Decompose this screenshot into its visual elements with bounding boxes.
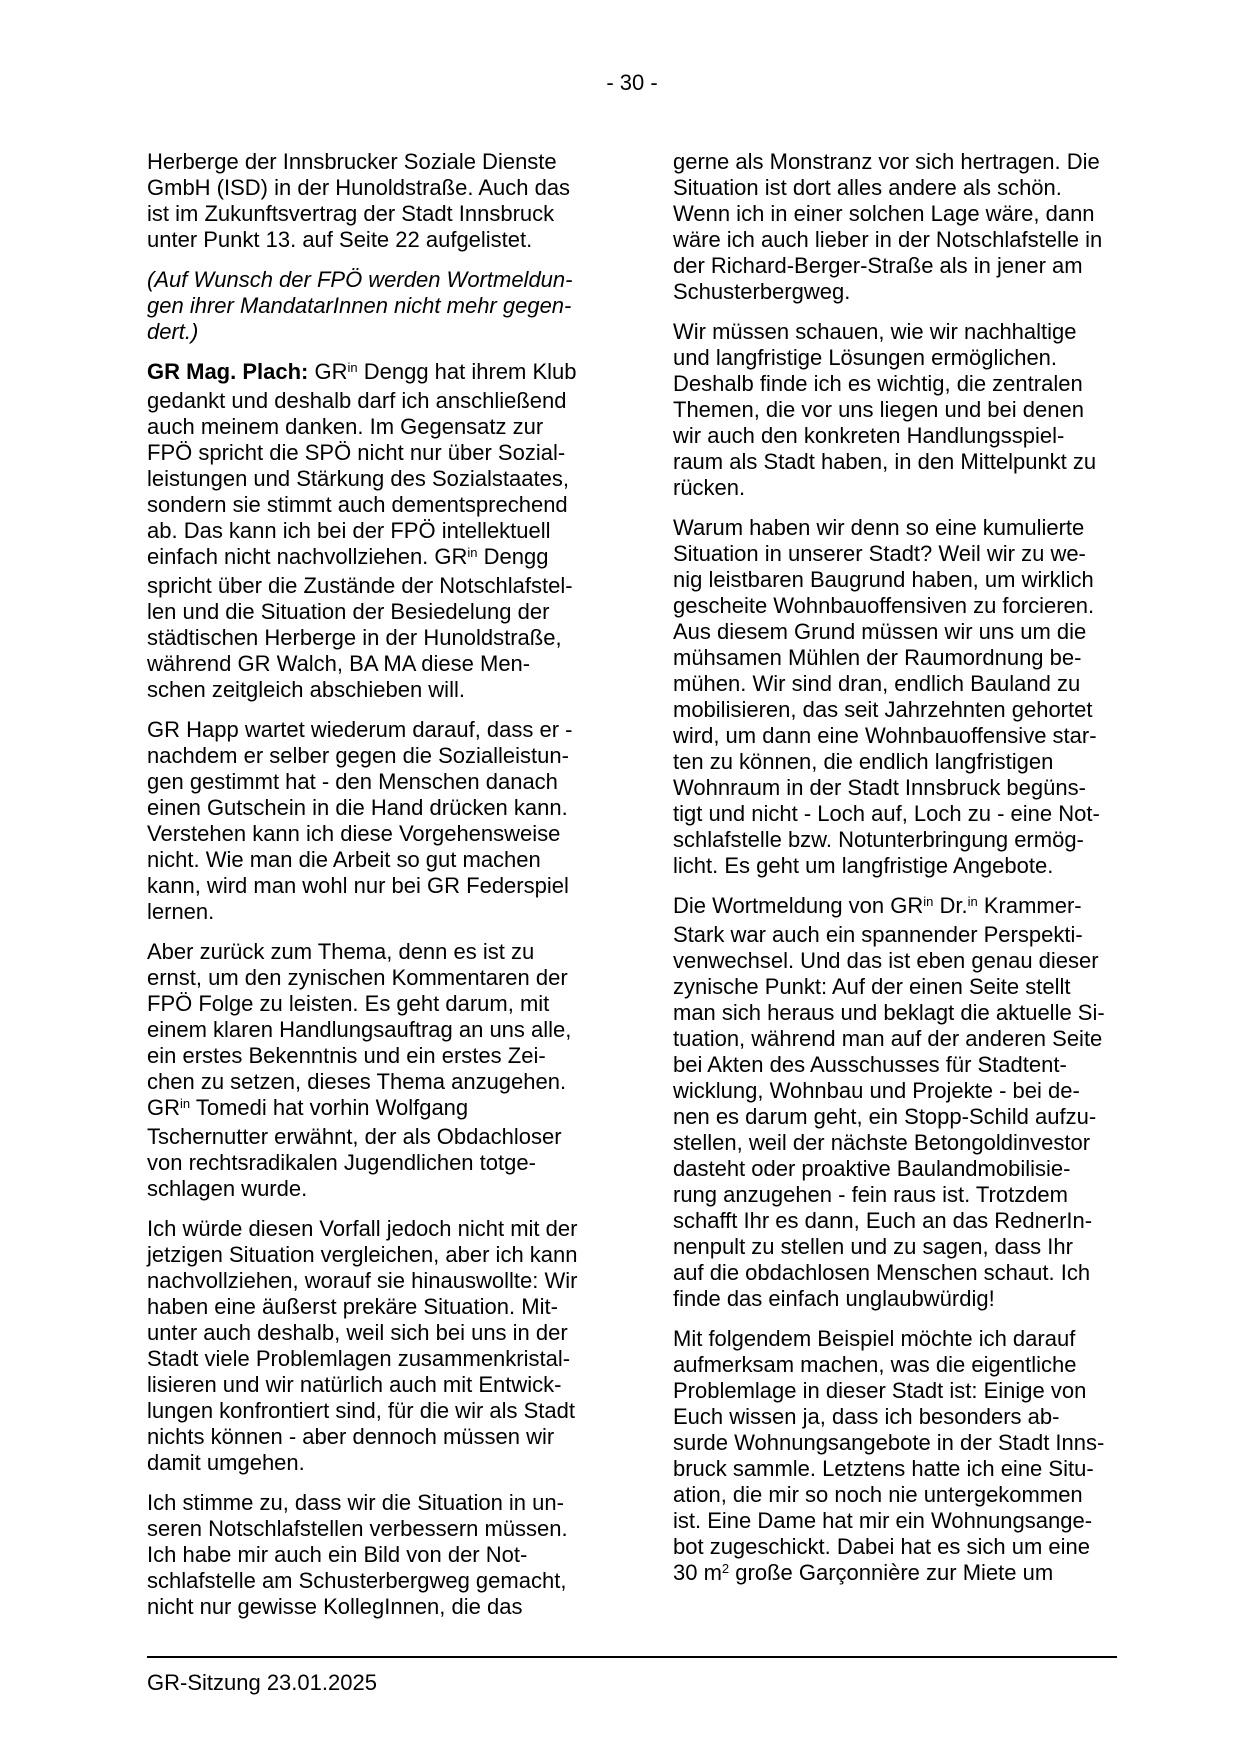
text-line [147, 1568, 591, 1594]
text-line [147, 1268, 591, 1294]
text-run: Themen, die vor uns liegen und bei denen [673, 397, 1084, 422]
text-line [673, 279, 1117, 305]
text-run: schlafstelle bzw. Notunterbringung ermög- [673, 827, 1084, 852]
paragraph [673, 1326, 1117, 1589]
text-run: zynische Punkt: Auf der einen Seite stellt [673, 974, 1071, 999]
text-line [673, 449, 1117, 475]
text-run: einen Gutschein in die Hand drücken kann. [147, 795, 568, 820]
text-run: von rechtsradikalen Jugendlichen totge- [147, 1150, 536, 1175]
text-line [673, 619, 1117, 645]
text-line [673, 723, 1117, 749]
text-run: chen zu setzen, dieses Thema anzugehen. [147, 1069, 567, 1094]
paragraph [147, 939, 591, 1202]
text-run: Situation ist dort alles andere als schön. [673, 175, 1062, 200]
text-run: raum als Stadt haben, in den Mittelpunkt zu [673, 449, 1097, 474]
text-run: licht. Es geht um langfristige Angebote. [673, 853, 1054, 878]
paragraph [147, 1490, 591, 1620]
text-line [147, 1150, 591, 1176]
superscript: in [467, 545, 478, 560]
text-line [147, 149, 591, 175]
text-run: unter auch deshalb, weil sich bei uns in der [147, 1320, 568, 1345]
text-run: tigt und nicht - Loch auf, Loch zu - eine Not- [673, 801, 1100, 826]
text-run: der Richard-Berger-Straße als in jener am [673, 253, 1083, 278]
text-line [673, 827, 1117, 853]
text-run: stellen, weil der nächste Betongoldinvestor [673, 1130, 1091, 1155]
text-run: unter Punkt 13. auf Seite 22 aufgelistet. [147, 227, 533, 252]
text-run: lisieren und wir natürlich auch mit Entwick- [147, 1372, 562, 1397]
text-line [147, 1398, 591, 1424]
text-line [147, 677, 591, 703]
text-run: Warum haben wir denn so eine kumulierte [673, 515, 1085, 540]
text-run: einfach nicht nachvollziehen. GR [147, 544, 468, 569]
text-run: einem klaren Handlungsauftrag an uns alle, [147, 1017, 572, 1042]
text-line [673, 227, 1117, 253]
text-run: venwechsel. Und das ist eben genau dieser [673, 948, 1099, 973]
text-run: schlafstelle am Schusterbergweg gemacht, [147, 1568, 567, 1593]
text-line [673, 515, 1117, 541]
page-content [147, 149, 1117, 1634]
text-run: 30 m [673, 1560, 722, 1585]
text-run: Tschernutter erwähnt, der als Obdachloser [147, 1124, 562, 1149]
text-line [147, 1069, 591, 1095]
text-line [147, 1176, 591, 1202]
text-run: gen ihrer MandatarInnen nicht mehr gegen- [147, 293, 572, 318]
text-run: ation, die mir so noch nie untergekommen [673, 1482, 1083, 1507]
text-line [147, 599, 591, 625]
text-line [147, 1516, 591, 1542]
text-line [147, 1043, 591, 1069]
text-line [147, 1095, 591, 1124]
text-line [147, 795, 591, 821]
text-line [673, 397, 1117, 423]
text-run: gerne als Monstranz vor sich hertragen. Die [673, 149, 1100, 174]
text-run: surde Wohnungsangebote in der Stadt Inns- [673, 1430, 1105, 1455]
text-run: Dengg hat ihrem Klub [357, 359, 577, 384]
text-line [673, 801, 1117, 827]
text-line [673, 475, 1117, 501]
text-line [673, 1508, 1117, 1534]
text-line [147, 651, 591, 677]
footer-divider [147, 1656, 1117, 1658]
editorial-note-paragraph [147, 267, 591, 345]
text-run: mühsamen Mühlen der Raumordnung be- [673, 645, 1082, 670]
text-run: Dr. [933, 893, 968, 918]
text-run: Krammer- [977, 893, 1082, 918]
text-run: FPÖ Folge zu leisten. Es geht darum, mit [147, 991, 550, 1016]
text-line [673, 201, 1117, 227]
text-run: gedankt und deshalb darf ich anschließend [147, 388, 567, 413]
text-run: Aber zurück zum Thema, denn es ist zu [147, 939, 535, 964]
right-column [673, 149, 1117, 1634]
superscript: in [347, 360, 358, 375]
text-line [147, 1320, 591, 1346]
text-run: wicklung, Wohnbau und Projekte - bei de- [673, 1078, 1080, 1103]
text-line [147, 743, 591, 769]
text-line [147, 965, 591, 991]
text-line [673, 1052, 1117, 1078]
text-run: ein erstes Bekenntnis und ein erstes Zei- [147, 1043, 546, 1068]
text-line [673, 775, 1117, 801]
text-run: damit umgehen. [147, 1450, 305, 1475]
text-run: Dengg [477, 544, 549, 569]
text-run: spricht über die Zustände der Notschlafstel- [147, 573, 573, 598]
text-run: Ich würde diesen Vorfall jedoch nicht mit der [147, 1216, 578, 1241]
text-line [673, 1560, 1117, 1589]
text-line [147, 1450, 591, 1476]
text-run: Situation in unserer Stadt? Weil wir zu we- [673, 541, 1086, 566]
text-line [673, 749, 1117, 775]
paragraph [673, 893, 1117, 1312]
text-run: lungen konfrontiert sind, für die wir als Stadt [147, 1398, 576, 1423]
text-run: auf die obdachlosen Menschen schaut. Ich [673, 1260, 1091, 1285]
text-run: Aus diesem Grund müssen wir uns um die [673, 619, 1087, 644]
text-run: dasteht oder proaktive Baulandmobilisie- [673, 1156, 1071, 1181]
text-run: wir auch den konkreten Handlungsspiel- [673, 423, 1065, 448]
text-run: Verstehen kann ich diese Vorgehensweise [147, 821, 561, 846]
text-run: aufmerksam machen, was die eigentliche [673, 1352, 1077, 1377]
text-run: ab. Das kann ich bei der FPÖ intellektuell [147, 518, 551, 543]
paragraph [147, 359, 591, 703]
text-run: dert.) [147, 319, 199, 344]
text-line [147, 625, 591, 651]
text-line [147, 544, 591, 573]
text-run: man sich heraus und beklagt die aktuelle Si- [673, 1000, 1105, 1025]
text-run: bot zugeschickt. Dabei hat es sich um eine [673, 1534, 1091, 1559]
text-run: bei Akten des Ausschusses für Stadtent- [673, 1052, 1067, 1077]
text-line [147, 1372, 591, 1398]
text-run: ten zu können, die endlich langfristigen [673, 749, 1054, 774]
text-line [147, 227, 591, 253]
text-line [673, 1404, 1117, 1430]
text-line [673, 1234, 1117, 1260]
text-line [147, 769, 591, 795]
text-line [673, 593, 1117, 619]
text-run: mobilisieren, das seit Jahrzehnten gehortet [673, 697, 1093, 722]
text-run: Deshalb finde ich es wichtig, die zentralen [673, 371, 1083, 396]
text-run: nichts können - aber dennoch müssen wir [147, 1424, 555, 1449]
text-run: Ich stimme zu, dass wir die Situation in un- [147, 1490, 564, 1515]
text-line [147, 201, 591, 227]
text-line [673, 1534, 1117, 1560]
text-run: tuation, während man auf der anderen Seite [673, 1026, 1103, 1051]
text-run: rücken. [673, 475, 746, 500]
text-run: Herberge der Innsbrucker Soziale Dienste [147, 149, 557, 174]
text-line [147, 267, 591, 293]
text-line [673, 1026, 1117, 1052]
text-run: Problemlage in dieser Stadt ist: Einige von [673, 1378, 1087, 1403]
text-line [673, 149, 1117, 175]
text-line [673, 922, 1117, 948]
text-run: rung anzugehen - fein raus ist. Trotzdem [673, 1182, 1068, 1207]
text-line [673, 1156, 1117, 1182]
text-run: Die Wortmeldung von GR [673, 893, 924, 918]
text-run: Stadt viele Problemlagen zusammenkristal- [147, 1346, 571, 1371]
text-run: während GR Walch, BA MA diese Men- [147, 651, 531, 676]
text-line [673, 319, 1117, 345]
paragraph [673, 149, 1117, 305]
text-run: bruck sammle. Letztens hatte ich eine Situ- [673, 1456, 1094, 1481]
text-line [147, 1124, 591, 1150]
text-line [673, 1430, 1117, 1456]
text-line [673, 1130, 1117, 1156]
text-line [673, 567, 1117, 593]
superscript: in [923, 894, 934, 909]
text-run: wird, um dann eine Wohnbauoffensive star- [673, 723, 1097, 748]
text-line [147, 573, 591, 599]
text-line [673, 1078, 1117, 1104]
text-run: finde das einfach unglaubwürdig! [673, 1286, 995, 1311]
text-line [673, 371, 1117, 397]
text-run: gen gestimmt hat - den Menschen danach [147, 769, 558, 794]
text-line [673, 423, 1117, 449]
text-line [673, 1352, 1117, 1378]
text-run: mühen. Wir sind dran, endlich Bauland zu [673, 671, 1081, 696]
text-line [673, 541, 1117, 567]
text-line [147, 175, 591, 201]
text-run: nen es darum geht, ein Stopp-Schild aufzu- [673, 1104, 1097, 1129]
text-line [673, 671, 1117, 697]
paragraph [673, 319, 1117, 501]
text-run: auch meinem danken. Im Gegensatz zur [147, 414, 544, 439]
text-run: leistungen und Stärkung des Sozialstaates, [147, 466, 569, 491]
text-line [673, 1482, 1117, 1508]
text-line [673, 948, 1117, 974]
text-run: len und die Situation der Besiedelung der [147, 599, 550, 624]
text-line [147, 1594, 591, 1620]
text-run: große Garçonnière zur Miete um [729, 1560, 1054, 1585]
text-run: Wenn ich in einer solchen Lage wäre, dann [673, 201, 1095, 226]
text-run: ist im Zukunftsvertrag der Stadt Innsbruck [147, 201, 555, 226]
text-line [147, 821, 591, 847]
text-run: Euch wissen ja, dass ich besonders ab- [673, 1404, 1060, 1429]
text-run: GmbH (ISD) in der Hunoldstraße. Auch das [147, 175, 571, 200]
text-run: nicht nur gewisse KollegInnen, die das [147, 1594, 523, 1619]
paragraph [147, 149, 591, 253]
text-line [673, 1260, 1117, 1286]
text-run: kann, wird man wohl nur bei GR Federspiel [147, 873, 569, 898]
text-run: Stark war auch ein spannender Perspekti- [673, 922, 1083, 947]
text-line [147, 466, 591, 492]
left-column [147, 149, 591, 1634]
text-line [673, 853, 1117, 879]
superscript: in [180, 1096, 191, 1111]
text-run: und langfristige Lösungen ermöglichen. [673, 345, 1058, 370]
text-line [673, 1378, 1117, 1404]
paragraph [147, 1216, 591, 1476]
text-run: nig leistbaren Baugrund haben, um wirklich [673, 567, 1094, 592]
text-line [673, 1286, 1117, 1312]
text-line [147, 1542, 591, 1568]
text-run: ist. Eine Dame hat mir ein Wohnungsange- [673, 1508, 1093, 1533]
text-run: GR [147, 1095, 180, 1120]
footer-session-label: GR-Sitzung 23.01.2025 [147, 1670, 377, 1695]
text-run: Schusterbergweg. [673, 279, 851, 304]
text-run: lernen. [147, 899, 215, 924]
paragraph [673, 515, 1117, 879]
text-line [147, 899, 591, 925]
text-run: haben eine äußerst prekäre Situation. Mit- [147, 1294, 558, 1319]
text-line [147, 1490, 591, 1516]
text-line [147, 873, 591, 899]
page-number: - 30 - [606, 70, 658, 95]
text-run: Wir müssen schauen, wie wir nachhaltige [673, 319, 1077, 344]
text-line [147, 359, 591, 388]
text-line [147, 1017, 591, 1043]
text-line [673, 974, 1117, 1000]
text-line [147, 1424, 591, 1450]
text-run: GR Happ wartet wiederum darauf, dass er - [147, 717, 573, 742]
text-line [673, 175, 1117, 201]
text-run: nachvollziehen, worauf sie hinauswollte: Wir [147, 1268, 578, 1293]
text-line [673, 893, 1117, 922]
text-line [147, 717, 591, 743]
text-line [673, 345, 1117, 371]
text-line [147, 319, 591, 345]
text-run: Ich habe mir auch ein Bild von der Not- [147, 1542, 528, 1567]
text-run: wäre ich auch lieber in der Notschlafstelle in [673, 227, 1103, 252]
text-line [147, 991, 591, 1017]
text-run: jetzigen Situation vergleichen, aber ich kann [147, 1242, 578, 1267]
text-line [673, 1000, 1117, 1026]
paragraph [147, 717, 591, 925]
text-run: schen zeitgleich abschieben will. [147, 677, 465, 702]
text-line [147, 414, 591, 440]
text-line [147, 939, 591, 965]
text-line [147, 518, 591, 544]
text-run: schlagen wurde. [147, 1176, 308, 1201]
text-line [147, 1216, 591, 1242]
text-run: nicht. Wie man die Arbeit so gut machen [147, 847, 541, 872]
text-run: Tomedi hat vorhin Wolfgang [190, 1095, 469, 1120]
text-run: schafft Ihr es dann, Euch an das RednerIn- [673, 1208, 1093, 1233]
text-run: gescheite Wohnbauoffensiven zu forcieren. [673, 593, 1095, 618]
text-line [147, 388, 591, 414]
text-line [147, 1242, 591, 1268]
superscript: 2 [721, 1561, 730, 1576]
superscript: in [967, 894, 978, 909]
text-line [147, 293, 591, 319]
text-run: sondern sie stimmt auch dementsprechend [147, 492, 568, 517]
text-run: seren Notschlafstellen verbessern müssen. [147, 1516, 568, 1541]
speaker-name: GR Mag. Plach: [147, 359, 309, 384]
text-line [147, 1294, 591, 1320]
text-line [147, 1346, 591, 1372]
text-run: GR [308, 359, 348, 384]
text-run: nachdem er selber gegen die Sozialleistun- [147, 743, 569, 768]
text-run: ernst, um den zynischen Kommentaren der [147, 965, 568, 990]
text-run: städtischen Herberge in der Hunoldstraße, [147, 625, 562, 650]
text-line [673, 697, 1117, 723]
text-run: Wohnraum in der Stadt Innsbruck begüns- [673, 775, 1086, 800]
text-line [673, 1456, 1117, 1482]
text-line [673, 1326, 1117, 1352]
text-line [147, 492, 591, 518]
text-line [673, 1182, 1117, 1208]
text-run: FPÖ spricht die SPÖ nicht nur über Sozial- [147, 440, 566, 465]
text-run: Mit folgendem Beispiel möchte ich darauf [673, 1326, 1076, 1351]
text-line [673, 253, 1117, 279]
text-run: (Auf Wunsch der FPÖ werden Wortmeldun- [147, 267, 573, 292]
text-line [673, 1104, 1117, 1130]
text-line [673, 1208, 1117, 1234]
text-line [147, 847, 591, 873]
text-run: nenpult zu stellen und zu sagen, dass Ihr [673, 1234, 1073, 1259]
text-line [673, 645, 1117, 671]
text-line [147, 440, 591, 466]
